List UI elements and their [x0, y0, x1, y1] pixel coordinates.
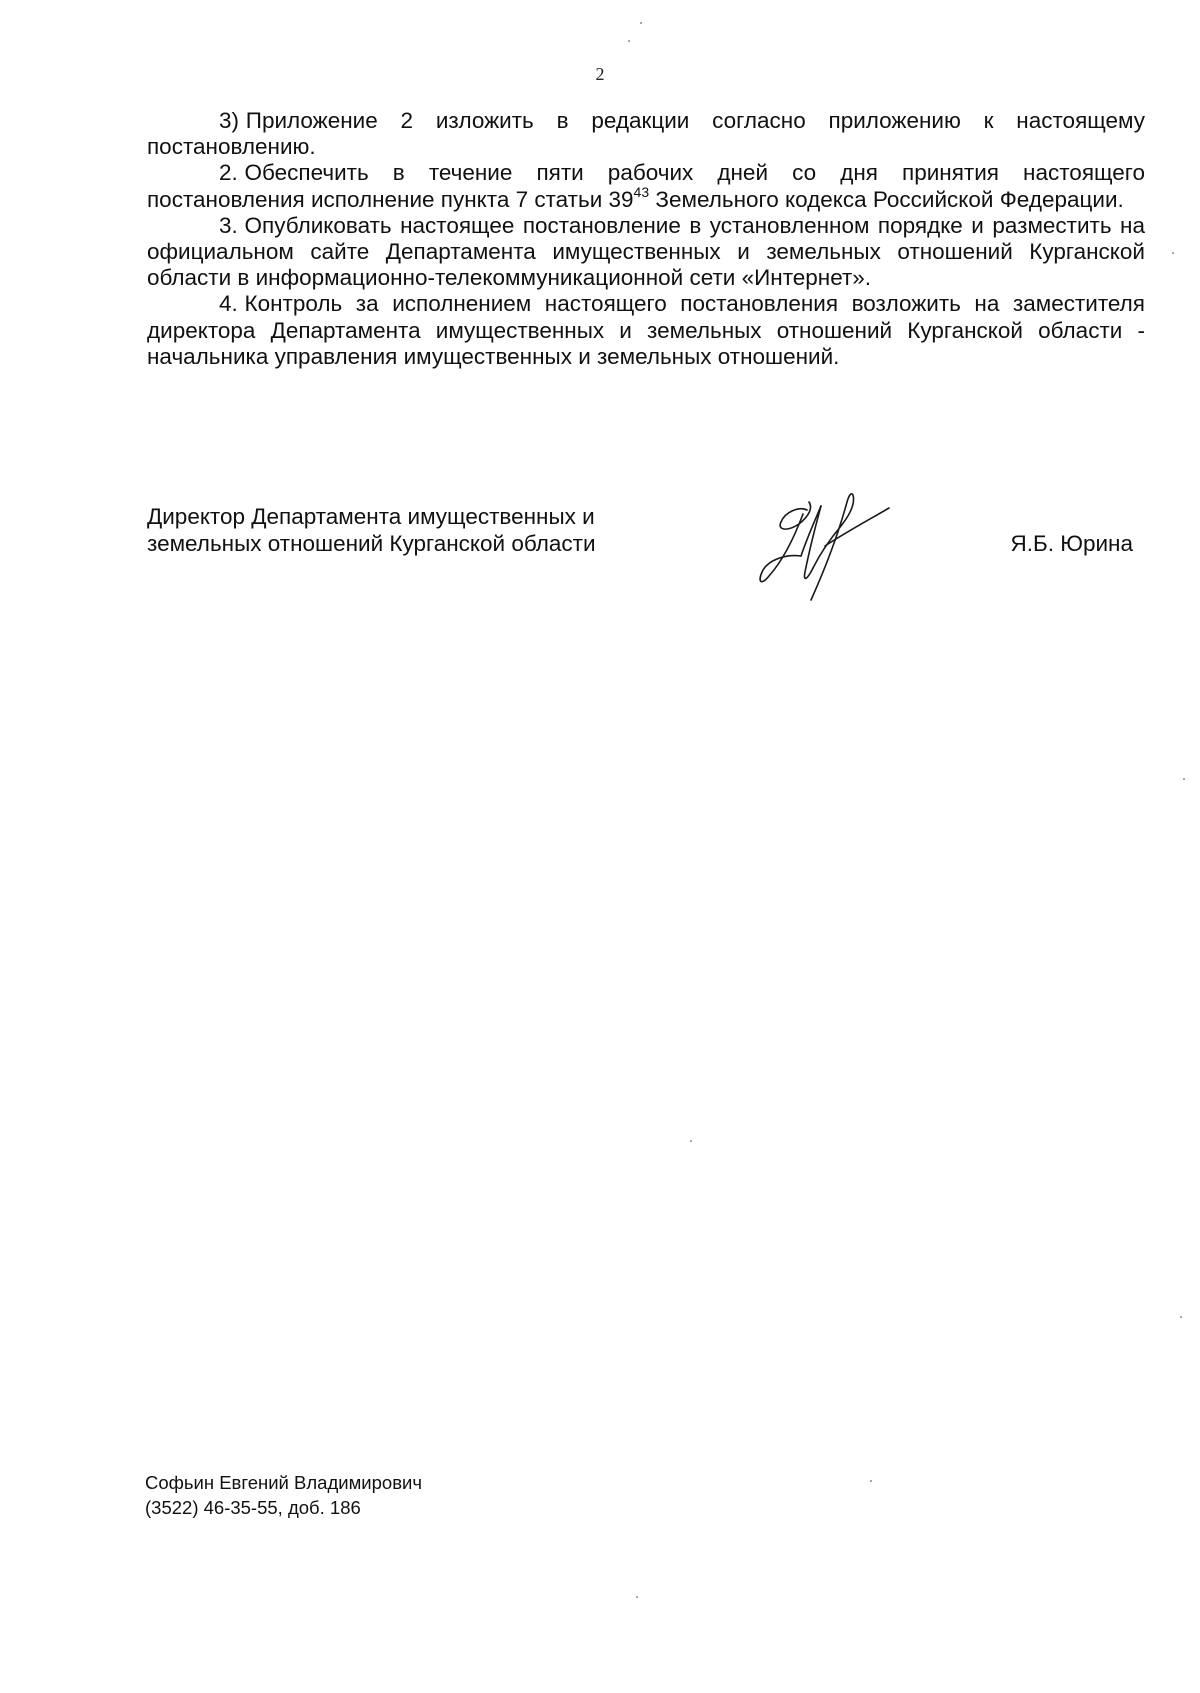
signer-title-line-2: земельных отношений Курганской области: [147, 531, 596, 556]
signer-title-line-1: Директор Департамента имущественных и: [147, 504, 595, 529]
signature-block: [147, 503, 1145, 623]
executor-info: [145, 1470, 422, 1520]
scan-speck: [870, 1480, 872, 1482]
signer-title: [147, 503, 667, 557]
executor-name: Софьин Евгений Владимирович: [145, 1472, 423, 1493]
scan-speck: [640, 22, 642, 24]
paragraph-number: 4.: [219, 291, 238, 317]
paragraph-text: Контроль за исполнением настоящего постановления возложить на заместителя директора Департамента имущественных и земельных отношений Курганской области - начальника управления имущественных и земельных отношений.: [147, 291, 1145, 369]
paragraph-3: [147, 213, 1145, 292]
paragraph-number: 3): [219, 108, 240, 133]
superscript-article-index: 43: [633, 184, 650, 201]
paragraph-item-3: [147, 108, 1145, 160]
paragraph-2: [147, 160, 1145, 212]
scan-speck: [690, 1140, 692, 1142]
paragraph-text-continued: Земельного кодекса Российской Федерации.: [649, 186, 1124, 212]
page-number: 2: [595, 64, 605, 84]
paragraph-text: Обеспечить в течение пяти рабочих дней со дня принятия настоящего постановления исполнение пункта 7 статьи 39: [147, 160, 1145, 212]
paragraph-4: [147, 291, 1145, 370]
scan-speck: [1172, 252, 1174, 254]
scan-speck: [1180, 1316, 1182, 1318]
scan-speck: [1183, 778, 1185, 780]
paragraph-text: Опубликовать настоящее постановление в установленном порядке и разместить на официальном сайте Департамента имущественных и земельных отношений Курганской области в информационно-телекоммуникационной сети «Интернет».: [147, 212, 1145, 291]
executor-phone: (3522) 46-35-55, доб. 186: [145, 1497, 361, 1518]
paragraph-text: Приложение 2 изложить в редакции согласно приложению к настоящему постановлению.: [147, 108, 1145, 160]
scan-speck: [636, 1596, 638, 1598]
scan-speck: [628, 40, 630, 42]
handwritten-signature: [755, 468, 905, 608]
paragraph-number: 2.: [219, 160, 238, 186]
signer-name: Я.Б. Юрина: [1010, 531, 1133, 556]
paragraph-number: 3.: [219, 212, 238, 238]
document-body: [147, 108, 1145, 370]
